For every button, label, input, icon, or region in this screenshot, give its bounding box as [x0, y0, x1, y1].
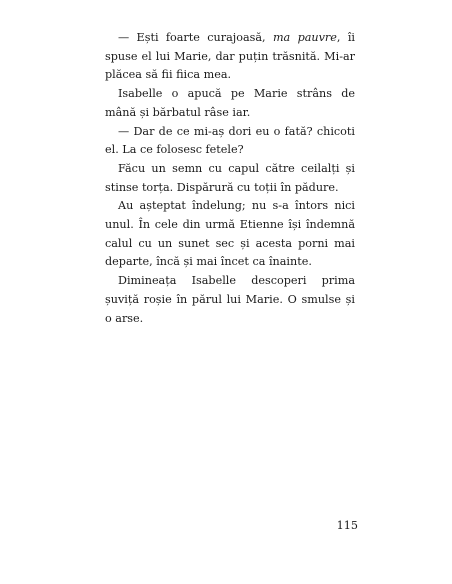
paragraph — [105, 272, 355, 328]
paragraph-text: — Dar de ce mi-aș dori eu o fată? chicoti el. La ce folosesc fetele? — [105, 124, 355, 157]
paragraph — [105, 85, 355, 122]
paragraph-text: , îi spuse el lui Marie, dar puțin trăsnită. Mi-ar plăcea să fii fiica mea. — [105, 31, 355, 82]
paragraph-text: Isabelle o apucă pe Marie strâns de mână și bărbatul râse iar. — [105, 87, 355, 119]
paragraph-text: Făcu un semn cu capul către ceilalți și stinse torța. Dispărură cu toții în pădure. — [105, 161, 355, 194]
paragraph — [105, 123, 355, 160]
body-text — [105, 29, 355, 328]
page-number: 115 — [336, 519, 358, 532]
paragraph-text: Au așteptat îndelung; nu s-a întors nici unul. În cele din urmă Etienne își îndemnă calul cu un sunet sec și acesta porni mai departe, încă și mai încet ca înainte. — [105, 199, 355, 269]
paragraph-text: Dimineața Isabelle descoperi prima șuviță roșie în părul lui Marie. O smulse și o arse. — [105, 274, 355, 325]
paragraph-text: — Ești foarte curajoasă, — [118, 31, 273, 44]
paragraph — [105, 29, 355, 85]
italic-phrase: ma pauvre — [272, 31, 337, 44]
paragraph — [105, 160, 355, 197]
paragraph — [105, 197, 355, 272]
